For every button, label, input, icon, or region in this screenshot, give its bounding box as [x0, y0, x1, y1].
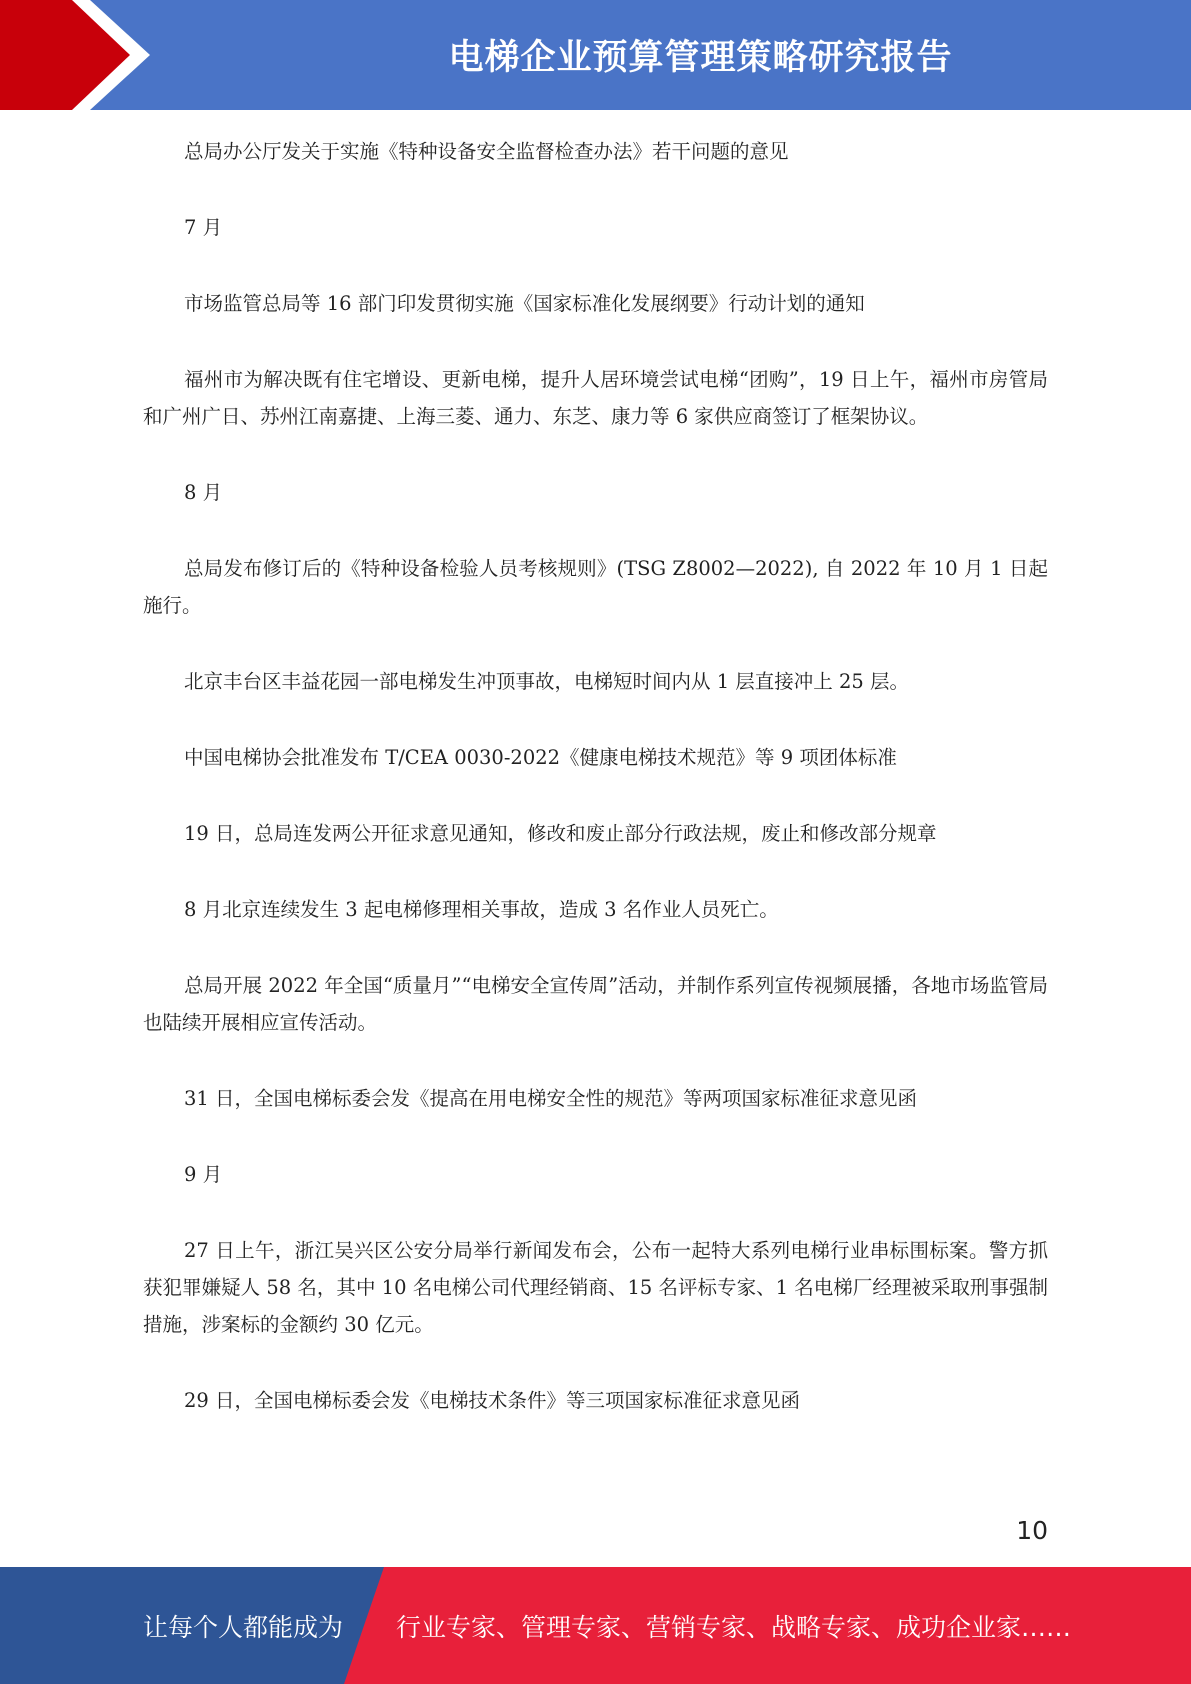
paragraph: 总局开展 2022 年全国“质量月”“电梯安全宣传周”活动，并制作系列宣传视频展播，各地市场监管局也陆续开展相应宣传活动。	[143, 974, 1048, 1034]
page-number: 10	[1016, 1516, 1048, 1545]
document-body	[143, 133, 1048, 1458]
page-footer	[0, 1567, 1191, 1684]
page-header	[0, 0, 1191, 110]
paragraph: 27 日上午，浙江吴兴区公安分局举行新闻发布会，公布一起特大系列电梯行业串标围标案。警方抓获犯罪嫌疑人 58 名，其中 10 名电梯公司代理经销商、15 名评标专家、1 名电梯厂经理被采取刑事强制措施，涉案标的金额约 30 亿元。	[143, 1239, 1048, 1336]
paragraph: 福州市为解决既有住宅增设、更新电梯，提升人居环境尝试电梯“团购”，19 日上午，福州市房管局和广州广日、苏州江南嘉捷、上海三菱、通力、东芝、康力等 6 家供应商签订了框架协议。	[143, 368, 1048, 428]
paragraph: 总局发布修订后的《特种设备检验人员考核规则》(TSG Z8002—2022), 自 2022 年 10 月 1 日起施行。	[143, 557, 1048, 617]
paragraph: 总局办公厅发关于实施《特种设备安全监督检查办法》若干问题的意见	[184, 140, 789, 163]
paragraph: 31 日，全国电梯标委会发《提高在用电梯安全性的规范》等两项国家标准征求意见函	[184, 1087, 918, 1110]
month-heading: 8 月	[184, 481, 223, 504]
paragraph: 8 月北京连续发生 3 起电梯修理相关事故，造成 3 名作业人员死亡。	[184, 898, 779, 921]
month-heading: 7 月	[184, 216, 223, 239]
paragraph: 29 日，全国电梯标委会发《电梯技术条件》等三项国家标准征求意见函	[184, 1389, 801, 1412]
report-title: 电梯企业预算管理策略研究报告	[448, 38, 953, 78]
footer-slogan-left: 让每个人都能成为	[143, 1612, 344, 1642]
paragraph: 北京丰台区丰益花园一部电梯发生冲顶事故，电梯短时间内从 1 层直接冲上 25 层。	[184, 670, 910, 693]
paragraph: 市场监管总局等 16 部门印发贯彻实施《国家标准化发展纲要》行动计划的通知	[184, 292, 865, 315]
paragraph: 中国电梯协会批准发布 T/CEA 0030-2022《健康电梯技术规范》等 9 项团体标准	[184, 746, 897, 769]
month-heading: 9 月	[184, 1163, 223, 1186]
footer-slogan-right: 行业专家、管理专家、营销专家、战略专家、成功企业家……	[396, 1612, 1072, 1642]
paragraph: 19 日，总局连发两公开征求意见通知，修改和废止部分行政法规，废止和修改部分规章	[184, 822, 937, 845]
